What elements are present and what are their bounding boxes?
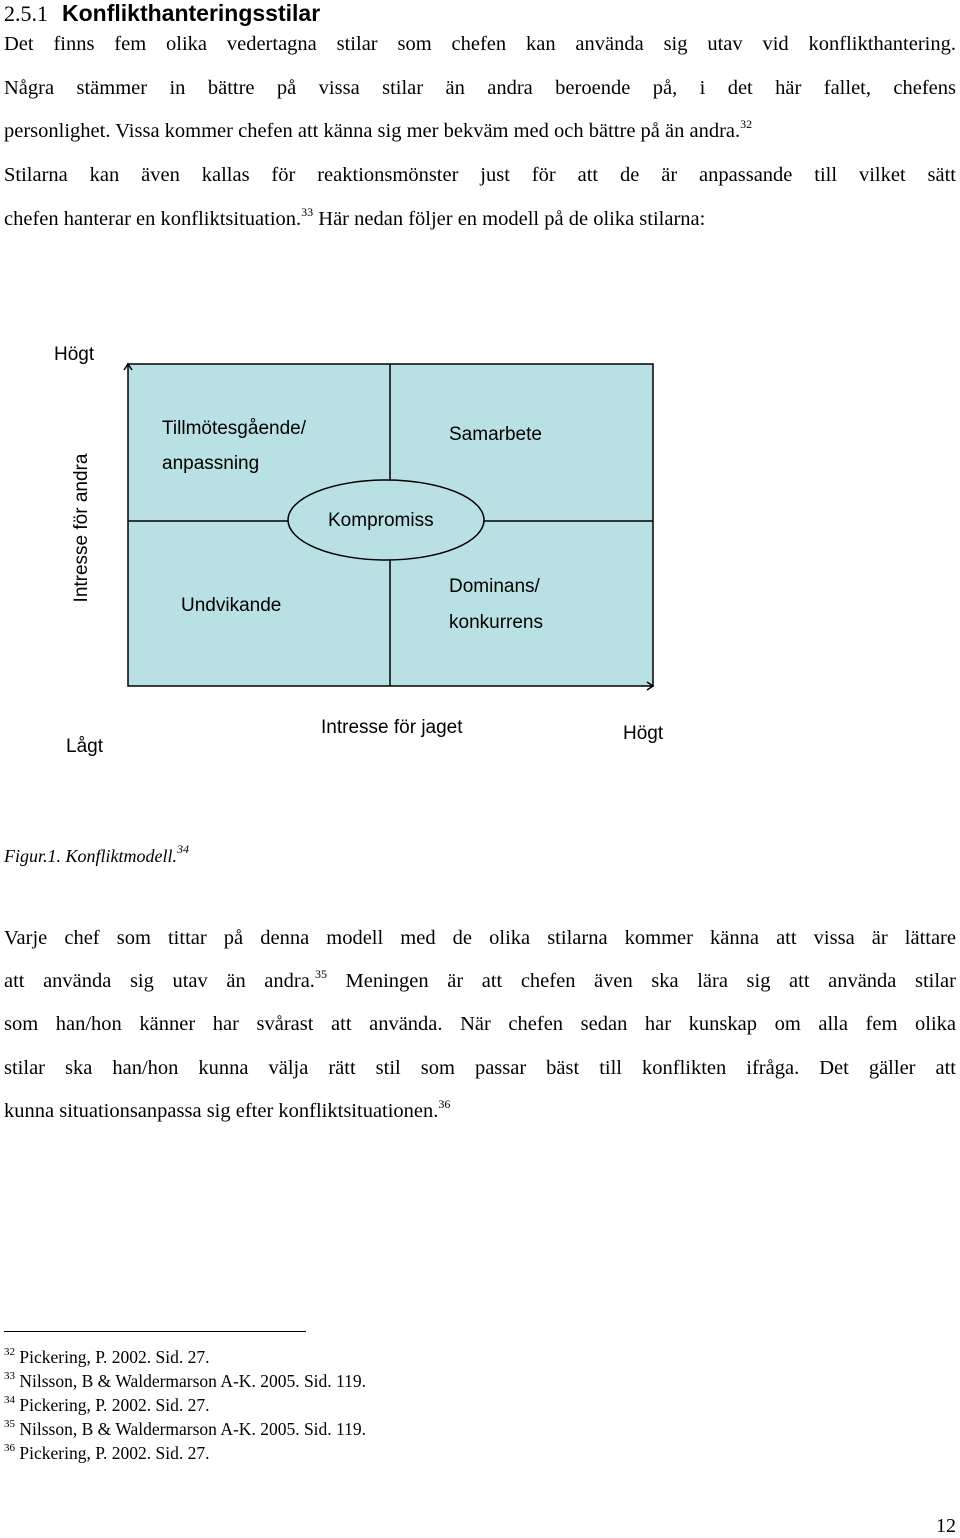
para1-line2: Några stämmer in bättre på vissa stilar än andra beroende på, i det här fallet, chefens — [4, 77, 956, 99]
footnote-number: 32 — [4, 1346, 15, 1358]
section-number: 2.5.1 — [4, 1, 48, 26]
footnote-number: 34 — [4, 1394, 15, 1406]
footnote — [4, 1347, 209, 1368]
footnote-ref: 34 — [177, 842, 189, 856]
quadrant-competing-line1: Dominans/ — [449, 576, 540, 597]
para1-line4: Stilarna kan även kallas för reaktionsmönster just för att de är anpassande till vilket sätt — [4, 164, 956, 186]
footnote-number: 36 — [4, 1442, 15, 1454]
x-axis-label: Intresse för jaget — [321, 717, 463, 738]
para2-line2-text-b: Meningen är att chefen även ska lära sig att använda stilar — [326, 970, 956, 992]
footnote-text: Nilsson, B & Waldermarson A-K. 2005. Sid. 119. — [19, 1371, 367, 1391]
footnote — [4, 1395, 209, 1416]
footnote-ref: 36 — [438, 1097, 451, 1111]
figure-caption — [4, 842, 189, 867]
para1-line5-text-a: chefen hanterar en konfliktsituation. — [4, 208, 302, 230]
x-axis-high-label: Högt — [623, 723, 664, 744]
para2-line2-text-a: att använda sig utav än andra. — [4, 970, 315, 992]
quadrant-collaborating: Samarbete — [449, 424, 542, 445]
para1-line3-text: personlighet. Vissa kommer chefen att känna sig mer bekväm med och bättre på än andra. — [4, 120, 741, 142]
footnote-ref: 33 — [301, 205, 314, 219]
para2-line4: stilar ska han/hon kunna välja rätt stil som passar bäst till konflikten ifråga. Det gäller att — [4, 1057, 956, 1079]
footnote — [4, 1419, 366, 1440]
y-axis-label: Intresse för andra — [71, 453, 92, 603]
para2-line5-text: kunna situationsanpassa sig efter konfliktsituationen. — [4, 1100, 439, 1122]
quadrant-accommodating-line1: Tillmötesgående/ — [162, 418, 306, 439]
y-axis-high-label: Högt — [54, 344, 95, 365]
quadrant-accommodating-line2: anpassning — [162, 453, 260, 474]
figure-caption-text: Figur.1. Konfliktmodell. — [4, 846, 177, 866]
footnote-number: 33 — [4, 1370, 15, 1382]
section-title: Konflikthanteringsstilar — [62, 0, 321, 26]
footnote-number: 35 — [4, 1418, 15, 1430]
para2-line1: Varje chef som tittar på denna modell med de olika stilarna kommer känna att vissa är lättare — [4, 927, 956, 949]
footnote-text: Pickering, P. 2002. Sid. 27. — [19, 1347, 210, 1367]
center-compromising: Kompromiss — [328, 510, 434, 531]
footnote-ref: 35 — [314, 967, 327, 981]
para2-line2 — [4, 967, 956, 993]
footnote — [4, 1443, 209, 1464]
page-number: 12 — [936, 1515, 956, 1537]
footnote-separator — [4, 1331, 306, 1332]
para1-line1: Det finns fem olika vedertagna stilar som chefen kan använda sig utav vid konflikthantering. — [4, 33, 956, 55]
para2-line5 — [4, 1097, 956, 1123]
para2-line3: som han/hon känner har svårast att använda. När chefen sedan har kunskap om alla fem olika — [4, 1013, 956, 1035]
quadrant-avoiding: Undvikande — [181, 595, 282, 616]
footnote-text: Pickering, P. 2002. Sid. 27. — [19, 1395, 210, 1415]
footnote-ref: 32 — [740, 117, 753, 131]
footnote-text: Nilsson, B & Waldermarson A-K. 2005. Sid. 119. — [19, 1419, 367, 1439]
x-axis-low-label: Lågt — [66, 736, 103, 757]
quadrant-competing-line2: konkurrens — [449, 612, 543, 633]
footnote — [4, 1371, 366, 1392]
footnote-text: Pickering, P. 2002. Sid. 27. — [19, 1443, 210, 1463]
para1-line5-text-b: Här nedan följer en modell på de olika stilarna: — [313, 208, 706, 230]
